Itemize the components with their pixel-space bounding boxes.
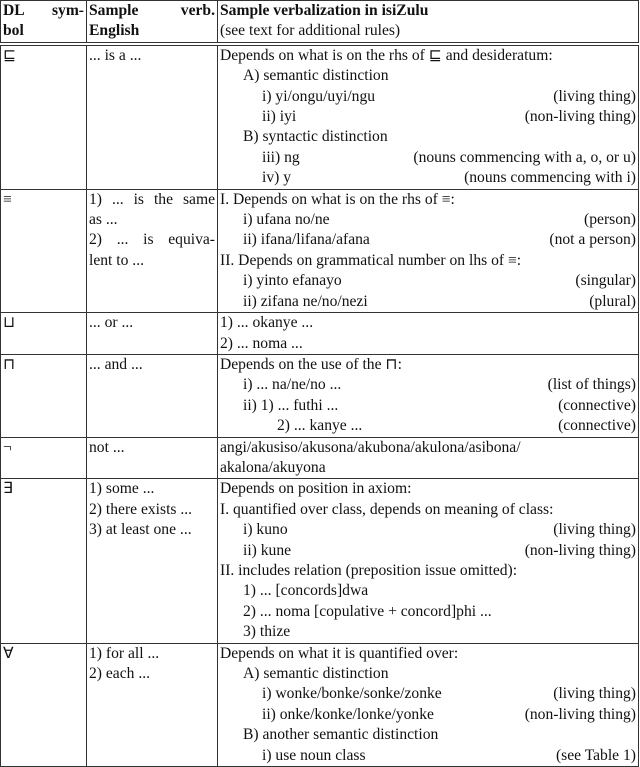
isizulu-cell [218,313,639,355]
isizulu-line [220,271,636,291]
header-sample-isizulu [218,1,639,44]
header-text: Sample verb. [89,2,215,19]
isizulu-note: (living thing) [553,87,636,105]
isizulu-line [220,251,636,271]
isizulu-cell [218,354,639,437]
isizulu-line [220,190,636,210]
isizulu-text: iv) y [262,169,292,187]
isizulu-line [220,313,636,333]
isizulu-line [220,622,636,642]
table-header-row [1,1,639,44]
isizulu-line [220,87,636,107]
isizulu-cell [218,643,639,766]
english-cell [87,354,218,437]
english-line: not ... [89,438,125,456]
english-cell [87,479,218,643]
english-cell [87,643,218,766]
table-row [1,44,639,189]
isizulu-text: Depends on the use of the ⊓: [220,355,402,373]
dl-symbol: ∃ [3,480,13,498]
header-subtext: (see text for additional rules) [220,22,401,40]
isizulu-text: ii) iyi [262,108,297,126]
isizulu-note: (nouns commencing with a, o, or u) [413,148,636,166]
dl-symbol-cell [1,643,87,766]
isizulu-text: i) ufana no/ne [243,211,330,229]
isizulu-text: 1) ... okanye ... [220,314,314,332]
english-line: 2) each ... [89,665,151,682]
isizulu-line [220,725,636,745]
header-text: Sample verbalization in isiZulu [220,2,429,19]
isizulu-text: 2) ... kanye ... [277,417,363,435]
english-cell [87,313,218,355]
header-text: bol [3,22,24,40]
isizulu-note: (plural) [589,292,636,310]
english-cell [87,44,218,189]
isizulu-note: (living thing) [553,521,636,539]
isizulu-line [220,210,636,230]
isizulu-text: I. Depends on what is on the rhs of ≡: [220,190,455,208]
isizulu-cell [218,189,639,312]
isizulu-line [220,438,636,458]
isizulu-text: 1) ... [concords]dwa [243,582,369,600]
english-line: 3) at least one ... [89,521,192,539]
isizulu-text: i) wonke/bonke/sonke/zonke [262,685,442,703]
isizulu-text: ii) ifana/lifana/afana [243,231,370,249]
isizulu-line [220,375,636,395]
english-line: lent to ... [89,251,145,269]
dl-symbol-cell [1,354,87,437]
table-row [1,354,639,437]
header-text: DL sym- [3,2,84,19]
isizulu-line [220,334,636,354]
dl-symbol: ⊔ [3,314,16,332]
table-row [1,313,639,355]
english-line: as ... [89,211,118,229]
isizulu-line [220,644,636,664]
isizulu-line [220,664,636,684]
isizulu-text: Depends on what it is quantified over: [220,644,459,662]
english-cell [87,189,218,312]
isizulu-text: Depends on position in axiom: [220,480,412,498]
isizulu-line [220,230,636,250]
isizulu-note: (connective) [558,417,636,435]
isizulu-cell [218,44,639,189]
isizulu-line [220,602,636,622]
isizulu-line [220,148,636,168]
isizulu-text: ii) kune [243,541,292,559]
english-line: 1) for all ... [89,644,160,662]
isizulu-text: i) yi/ongu/uyi/ngu [262,87,376,105]
table-row [1,479,639,643]
isizulu-note: (not a person) [549,231,636,249]
isizulu-cell [218,479,639,643]
dl-symbol: ⊓ [3,355,16,373]
english-line: ... or ... [89,314,134,332]
isizulu-text: II. Depends on grammatical number on lhs of ≡: [220,251,522,269]
isizulu-line [220,746,636,766]
isizulu-note: (person) [584,211,636,229]
isizulu-line [220,520,636,540]
table-row [1,643,639,766]
isizulu-text: akalona/akuyona [220,458,326,476]
isizulu-text: ii) 1) ... futhi ... [243,396,339,414]
table-row [1,437,639,479]
isizulu-text: i) kuno [243,521,288,539]
english-line: 1) ... is the same [89,190,215,208]
isizulu-text: B) another semantic distinction [243,726,439,744]
isizulu-line [220,705,636,725]
isizulu-note: (non-living thing) [524,705,636,723]
isizulu-note: (see Table 1) [555,746,636,764]
isizulu-line [220,581,636,601]
isizulu-line [220,541,636,561]
dl-symbol-cell [1,479,87,643]
dl-symbol: ¬ [3,438,12,456]
header-sample-english [87,1,218,44]
header-text: English [89,22,140,40]
isizulu-text: 2) ... noma ... [220,334,303,352]
isizulu-line [220,458,636,478]
isizulu-cell [218,437,639,479]
isizulu-text: ii) zifana ne/no/nezi [243,292,368,310]
dl-symbol: ⊑ [3,46,17,64]
isizulu-text: i) use noun class [262,746,366,764]
english-cell [87,437,218,479]
isizulu-text: B) syntactic distinction [243,128,388,146]
table-row [1,189,639,312]
isizulu-text: 2) ... noma [copulative + concord]phi ... [243,602,492,620]
isizulu-text: I. quantified over class, depends on meaning of class: [220,500,554,518]
isizulu-text: iii) ng [262,148,300,166]
isizulu-line [220,66,636,86]
isizulu-text: A) semantic distinction [243,665,389,682]
isizulu-text: 3) thize [243,623,291,641]
english-line: ... and ... [89,355,143,373]
isizulu-line [220,127,636,147]
isizulu-text: i) yinto efanayo [243,272,342,290]
dl-symbol: ≡ [3,190,12,208]
isizulu-line [220,416,636,436]
isizulu-note: (list of things) [547,376,636,394]
isizulu-line [220,46,636,66]
isizulu-text: Depends on what is on the rhs of ⊑ and desideratum: [220,46,553,64]
english-line: 1) some ... [89,480,155,498]
isizulu-line [220,355,636,375]
dl-symbol-cell [1,437,87,479]
isizulu-text: II. includes relation (preposition issue omitted): [220,561,518,579]
english-line: 2) there exists ... [89,500,193,518]
isizulu-line [220,107,636,127]
dl-symbol-cell [1,189,87,312]
isizulu-line [220,479,636,499]
isizulu-line [220,500,636,520]
isizulu-line [220,684,636,704]
dl-symbol-cell [1,313,87,355]
isizulu-note: (nouns commencing with i) [464,169,636,187]
isizulu-line [220,561,636,581]
english-line: 2) ... is equiva- [89,231,215,249]
english-line: ... is a ... [89,46,142,64]
isizulu-line [220,396,636,416]
isizulu-note: (connective) [558,396,636,414]
dl-symbol-cell [1,44,87,189]
isizulu-text: angi/akusiso/akusona/akubona/akulona/asibona/ [220,438,521,456]
isizulu-note: (non-living thing) [524,108,636,126]
isizulu-text: ii) onke/konke/lonke/yonke [262,705,434,723]
isizulu-note: (singular) [575,272,636,290]
dl-symbol: ∀ [3,644,14,662]
isizulu-note: (non-living thing) [524,541,636,559]
isizulu-note: (living thing) [553,685,636,703]
header-dl-symbol [1,1,87,44]
isizulu-text: i) ... na/ne/no ... [243,376,342,394]
isizulu-line [220,168,636,188]
isizulu-text: A) semantic distinction [243,67,389,85]
isizulu-line [220,292,636,312]
